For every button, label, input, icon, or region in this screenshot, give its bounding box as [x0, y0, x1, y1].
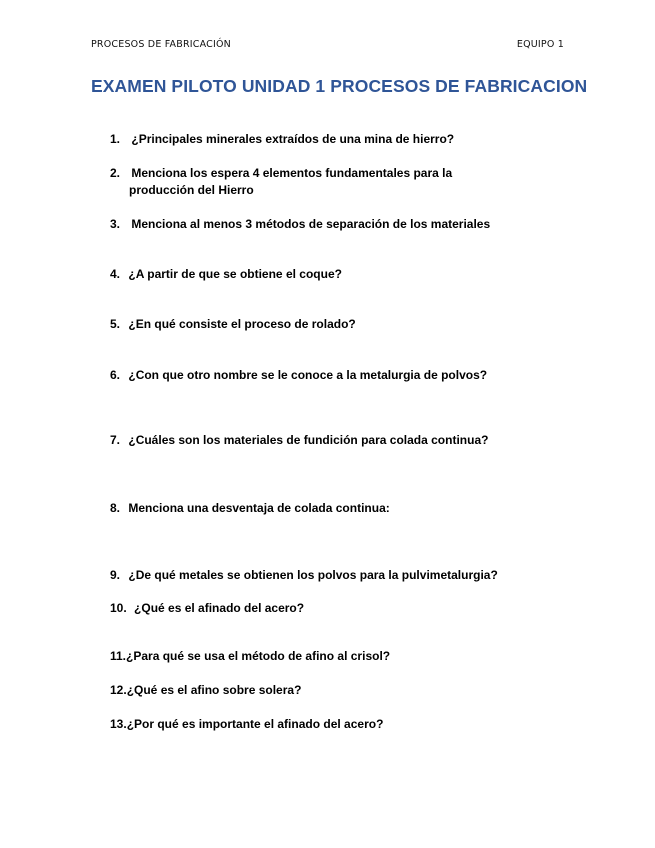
- question-text: ¿Principales minerales extraídos de una mina de hierro?: [131, 132, 455, 146]
- question-9: [110, 567, 550, 584]
- question-text: ¿Qué es el afinado del acero?: [134, 601, 305, 615]
- question-number: 10.: [110, 601, 127, 615]
- question-3: [110, 216, 550, 233]
- question-7: [110, 432, 550, 449]
- header-course: PROCESOS DE FABRICACIÓN: [91, 39, 231, 50]
- question-number: 4.: [110, 267, 121, 281]
- question-5: [110, 316, 550, 333]
- question-text: ¿De qué metales se obtienen los polvos para la pulvimetalurgia?: [128, 568, 498, 582]
- question-text: Menciona los espera 4 elementos fundamentales para la: [131, 166, 453, 180]
- question-number: 13.: [110, 717, 127, 731]
- question-4: [110, 266, 550, 283]
- question-text: ¿Para qué se usa el método de afino al crisol?: [126, 649, 391, 663]
- question-1: [110, 131, 550, 148]
- question-text: ¿A partir de que se obtiene el coque?: [128, 267, 342, 281]
- question-number: 2.: [110, 166, 121, 180]
- question-2: [110, 165, 550, 199]
- question-number: 6.: [110, 368, 121, 382]
- question-12: [110, 682, 550, 699]
- question-text: ¿En qué consiste el proceso de rolado?: [128, 317, 356, 331]
- question-text: ¿Con que otro nombre se le conoce a la metalurgia de polvos?: [128, 368, 488, 382]
- question-8: [110, 500, 550, 517]
- question-text-continued: producción del Hierro: [129, 183, 254, 197]
- question-text: ¿Por qué es importante el afinado del acero?: [126, 717, 384, 731]
- question-13: [110, 716, 550, 733]
- question-number: 9.: [110, 568, 121, 582]
- question-10: [110, 600, 550, 617]
- question-text: ¿Cuáles son los materiales de fundición para colada continua?: [128, 433, 489, 447]
- question-number: 11.: [110, 649, 127, 663]
- question-number: 1.: [110, 132, 121, 146]
- question-text: Menciona al menos 3 métodos de separación de los materiales: [131, 217, 491, 231]
- question-11: [110, 648, 550, 665]
- question-number: 5.: [110, 317, 121, 331]
- question-number: 7.: [110, 433, 121, 447]
- question-number: 8.: [110, 501, 121, 515]
- page-header: [91, 39, 564, 53]
- page-title: EXAMEN PILOTO UNIDAD 1 PROCESOS DE FABRICACION: [91, 76, 588, 96]
- question-number: 3.: [110, 217, 121, 231]
- question-text: Menciona una desventaja de colada continua:: [128, 501, 390, 515]
- question-number: 12.: [110, 683, 127, 697]
- header-team: EQUIPO 1: [516, 39, 564, 50]
- question-text: ¿Qué es el afino sobre solera?: [126, 683, 302, 697]
- question-6: [110, 367, 550, 384]
